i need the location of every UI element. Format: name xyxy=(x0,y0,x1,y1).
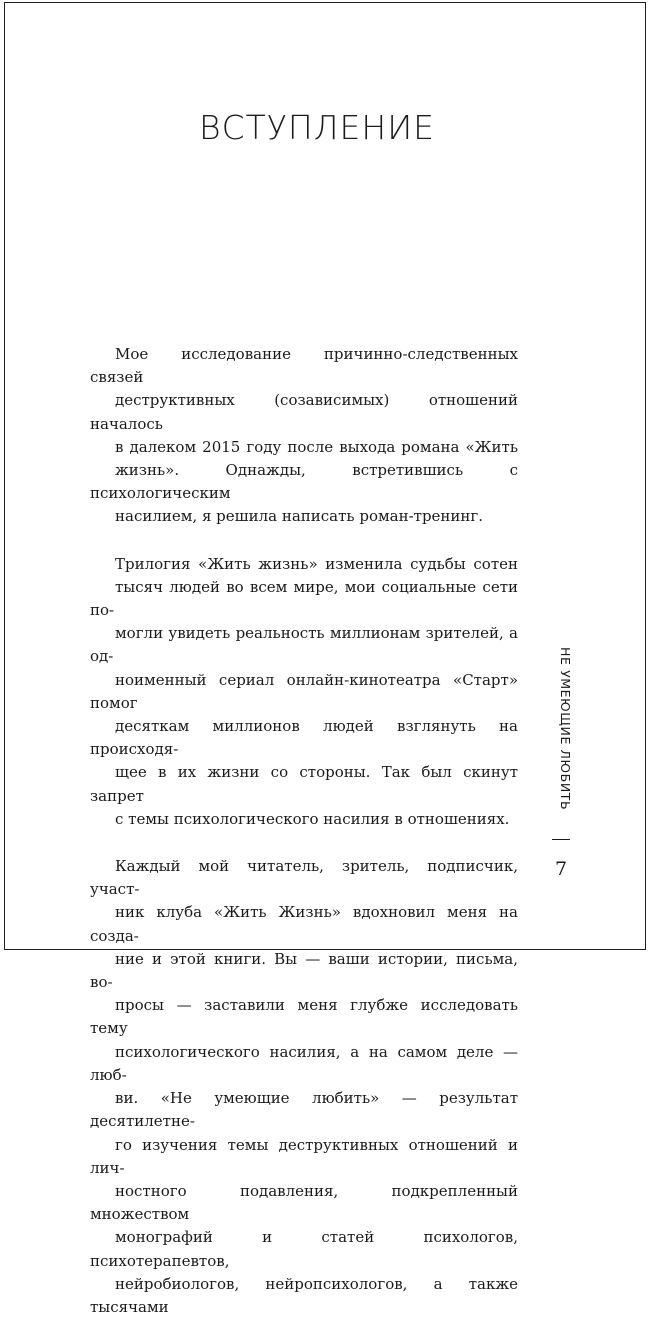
text-line: жизнь». Однажды, встретившись с психологическим xyxy=(90,461,518,503)
body-text xyxy=(90,343,518,1343)
text-line: ник клуба «Жить Жизнь» вдохновил меня на созда- xyxy=(90,903,518,945)
chapter-title: ВСТУПЛЕНИЕ xyxy=(199,108,435,147)
text-line: психологического насилия, а на самом деле — люб- xyxy=(90,1042,518,1084)
running-head-rule xyxy=(552,839,570,840)
text-line: десяткам миллионов людей взглянуть на происходя- xyxy=(90,717,518,759)
text-line: нейробиологов, нейропсихологов, а также тысячами xyxy=(90,1274,518,1316)
paragraph-3 xyxy=(90,855,518,1319)
text-line: го изучения темы деструктивных отношений и лич- xyxy=(90,1135,518,1177)
text-line: ви. «Не умеющие любить» — результат десятилетне- xyxy=(90,1089,518,1131)
text-line: ноименный сериал онлайн-кинотеатра «Старт» помог xyxy=(90,670,518,712)
running-head: НЕ УМЕЮЩИЕ ЛЮБИТЬ xyxy=(558,647,573,811)
text-line: тысяч людей во всем мире, мои социальные сети по- xyxy=(90,577,518,620)
text-line: щее в их жизни со стороны. Так был скинут запрет xyxy=(90,763,518,805)
text-line: деструктивных (созависимых) отношений началось xyxy=(90,391,518,433)
text-line: ностного подавления, подкрепленный множеством xyxy=(90,1181,518,1224)
text-line: с темы психологического насилия в отношениях. xyxy=(115,809,510,828)
text-line: монографий и статей психологов, психотерапевтов, xyxy=(90,1228,518,1270)
text-line: Каждый мой читатель, зритель, подписчик, участ- xyxy=(90,857,518,899)
text-line: насилием, я решила написать роман-тренинг. xyxy=(115,507,484,526)
text-line: ние и этой книги. Вы — ваши истории, письма, во- xyxy=(90,949,518,992)
paragraph-1 xyxy=(90,343,518,529)
text-line: Трилогия «Жить жизнь» изменила судьбы сотен xyxy=(115,554,518,573)
paragraph-2 xyxy=(90,553,518,831)
text-line: Мое исследование причинно-следственных связей xyxy=(90,345,518,387)
page-number: 7 xyxy=(555,858,568,880)
text-line: в далеком 2015 году после выхода романа «Жить xyxy=(115,437,518,456)
text-line: могли увидеть реальность миллионам зрителей, а од- xyxy=(90,624,518,666)
text-line: просы — заставили меня глубже исследовать тему xyxy=(90,996,518,1038)
